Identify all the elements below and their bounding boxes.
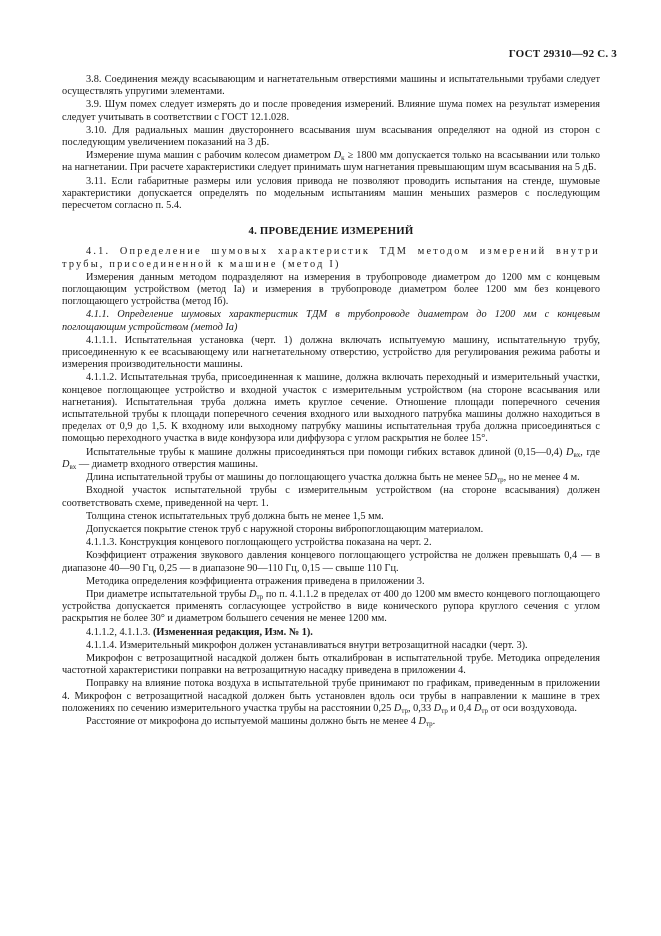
subscript: тр <box>401 706 408 715</box>
text-run: и 0,4 <box>447 702 474 714</box>
symbol-d: D <box>333 150 342 162</box>
symbol-d: D <box>566 446 574 458</box>
paragraph-4-1-1-1: 4.1.1.1. Испытательная установка (черт. 1) должна включать испытуемую машину, испытательную трубу, присоединенную к ее всасывающему или нагнетательному отверстию, устройство для регулирования режима работы и измерения производительности машины. <box>62 334 600 371</box>
subscript: тр <box>425 719 433 728</box>
text-run: по п. 4.1.1.2 в пределах от 400 до 1200 мм вместо концевого поглощающего устройства допускается применять согласующее устройство в виде конического рупора круглого сечения с углом раскрытия не более 30° и диаметром большего сечения не менее 1200 мм. <box>62 588 600 625</box>
subscript: к <box>341 154 345 163</box>
text-run: При диаметре испытательной трубы <box>86 588 250 600</box>
paragraph-4-1-1: 4.1.1. Определение шумовых характеристик ТДМ в трубопроводе диаметром до 1200 мм с концевым поглощающим устройством (метод Iа) <box>62 309 600 333</box>
symbol-d: D <box>249 588 257 600</box>
subscript: тр <box>441 706 448 715</box>
paragraph-coefficient: Коэффициент отражения звукового давления концевого поглощающего устройства не должен превышать 0,4 — в диапазоне 40—90 Гц, 0,25 — в диапазоне 90—110 Гц, 0,15 — свыше 110 Гц. <box>62 550 600 574</box>
paragraph-4-1-1-2: 4.1.1.2. Испытательная труба, присоединенная к машине, должна включать переходный и измерительный участки, концевое поглощающее устройство и входной участок с измерительным устройством (на стороне всасывания или нагнетания). Испытательная труба должна иметь круглое сечение. Отношение площади поперечного сечения испытательной трубы к площади поперечного сечения входного или выходного патрубка машины должно находиться в пределах от 0,9 до 1,5. К входному или выходному патрубку машины испытательная труба должна присоединяться с помощью переходного участка в виде конфузора или диффузора с углом раскрытия не более 15°. <box>62 372 600 445</box>
paragraph-cover: Допускается покрытие стенок труб с наружной стороны вибропоглощающим материалом. <box>86 523 484 535</box>
paragraph-microphone: Микрофон с ветрозащитной насадкой должен быть откалиброван в испытательной трубе. Методика определения частотной характеристики поправки на ветрозащитную насадку приведена в приложении 4. <box>62 652 600 677</box>
text-run: , где <box>580 446 600 458</box>
paragraph-method: Методика определения коэффициента отражения приведена в приложении 3. <box>86 575 425 587</box>
text-run: ≥ 1800 мм допускается только на всасывании или только на нагнетании. При расчете характеристики следует принимать шум нагнетания превышающим шум всасывания на 5 дБ. <box>62 150 600 174</box>
revision-note: (Измененная редакция, Изм. № 1). <box>152 626 313 638</box>
symbol-d: D <box>418 715 426 727</box>
paragraph-3-8: 3.8. Соединения между всасывающим и нагнетательным отверстиями машины и испытательными трубами следует осуществлять упругими элементами. <box>62 74 600 98</box>
paragraph-inlet: Входной участок испытательной трубы с измерительным устройством (на стороне всасывания) должен соответствовать схеме, приведенной на черт. 1. <box>62 485 600 509</box>
symbol-d: D <box>433 702 442 714</box>
text-run: . <box>432 715 436 727</box>
paragraph-length <box>62 472 600 484</box>
text-run: 4.1.1.2, 4.1.1.3. <box>86 626 153 638</box>
symbol-d: D <box>62 458 70 470</box>
section-title: 4. ПРОВЕДЕНИЕ ИЗМЕРЕНИЙ <box>248 225 414 238</box>
paragraph-distance <box>62 716 600 728</box>
text-run: Испытательные трубы к машине должны присоединяться при помощи гибких вставок длиной (0,15—0,4) <box>86 446 567 458</box>
paragraph-connection <box>62 447 600 471</box>
paragraph-revision <box>62 627 600 639</box>
paragraph-3-11: 3.11. Если габаритные размеры или условия привода не позволяют проводить испытания на стенде, шумовые характеристики допускается определять по модельным испытаниям машин меньших размеров с последующим пересчетом согласно п. 5.4. <box>62 175 600 212</box>
subscript: вх <box>69 462 77 471</box>
text-run: , но не менее 4 м. <box>503 472 580 484</box>
symbol-d: D <box>489 472 497 484</box>
paragraph-wall: Толщина стенок испытательных труб должна быть не менее 1,5 мм. <box>86 510 384 522</box>
document-body <box>62 74 600 729</box>
paragraph-4-1-1-3: 4.1.1.3. Конструкция концевого поглощающего устройства показана на черт. 2. <box>86 537 432 549</box>
text-run: Расстояние от микрофона до испытуемой машины должно быть не менее 4 <box>86 715 419 727</box>
subscript: тр <box>256 592 264 601</box>
text-run: Длина испытательной трубы от машины до поглощающего участка должна быть не менее 5 <box>86 472 490 484</box>
paragraph-correction <box>62 678 600 715</box>
paragraph-3-10-b <box>62 150 600 174</box>
text-run: — диаметр входного отверстия машины. <box>76 458 258 470</box>
paragraph-4-1: 4.1. Определение шумовых характеристик ТДМ методом измерений внутри трубы, присоединенной к машине (метод I) <box>62 246 600 270</box>
text-run: Измерение шума машин с рабочим колесом диаметром <box>86 150 334 162</box>
subscript: тр <box>496 476 504 485</box>
symbol-d: D <box>473 702 482 714</box>
paragraph-4-1-b: Измерения данным методом подразделяют на измерения в трубопроводе диаметром до 1200 мм с концевым поглощающим устройством (метод Iа) и измерения в трубопроводе диаметром более 1200 мм без концевого поглощающего устройства (метод Iб). <box>62 271 600 308</box>
text-run: , 0,33 <box>408 702 434 714</box>
subscript: тр <box>481 706 489 715</box>
text-run: Поправку на влияние потока воздуха в испытательной трубе принимают по графикам, приведенным в приложении 4. Микрофон с ветрозащитной насадкой должен быть установлен вдоль оси трубы в направлении к машине в трех положениях по сечению измерительного участка трубы на расстоянии 0,25 <box>62 678 600 714</box>
text-run: от оси воздуховода. <box>488 702 577 714</box>
page-header: ГОСТ 29310—92 С. 3 <box>508 48 617 60</box>
paragraph-diameter <box>62 589 600 626</box>
paragraph-3-10: 3.10. Для радиальных машин двустороннего всасывания шум всасывания определяют на одной из сторон с последующим увеличением показаний на 3 дБ. <box>62 124 600 149</box>
subscript: вх <box>573 450 581 459</box>
paragraph-4-1-1-4: 4.1.1.4. Измерительный микрофон должен устанавливаться внутри ветрозащитной насадки (черт. 3). <box>86 639 528 651</box>
symbol-d: D <box>393 702 402 714</box>
paragraph-3-9: 3.9. Шум помех следует измерять до и после проведения измерений. Влияние шума помех на результат измерения следует учитывать в соответствии с ГОСТ 12.1.028. <box>62 99 600 123</box>
